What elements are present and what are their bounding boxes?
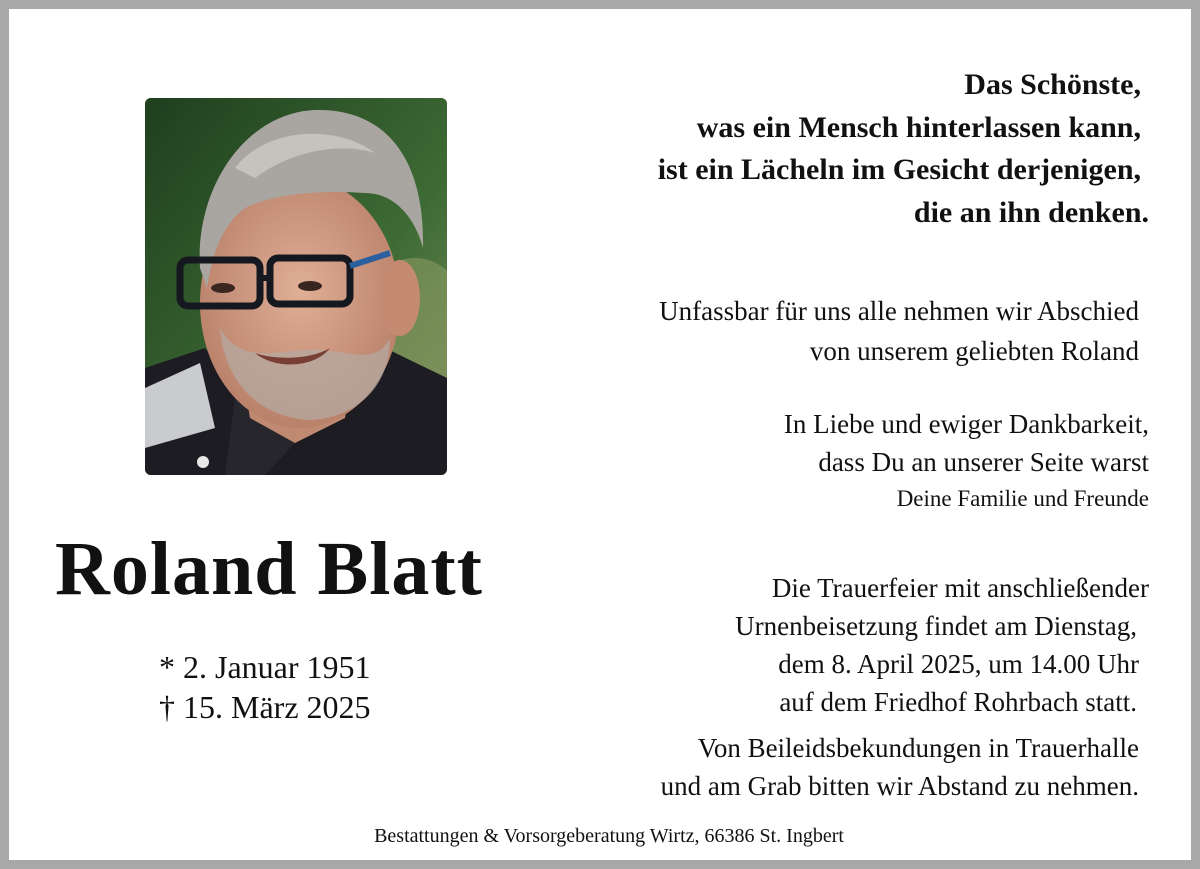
death-date: † 15. März 2025 bbox=[159, 689, 371, 725]
condolence-text bbox=[661, 729, 1139, 805]
ceremony-line: dem 8. April 2025, um 14.00 Uhr bbox=[778, 649, 1139, 679]
ceremony-line: auf dem Friedhof Rohrbach statt. bbox=[779, 687, 1137, 717]
love-line: In Liebe und ewiger Dankbarkeit, bbox=[783, 409, 1149, 439]
ceremony-line: Urnenbeisetzung findet am Dienstag, bbox=[735, 611, 1137, 641]
portrait-image bbox=[145, 98, 447, 475]
quote-line: die an ihn denken. bbox=[913, 195, 1149, 229]
memorial-quote bbox=[658, 64, 1149, 234]
condolence-line: Von Beileidsbekundungen in Trauerhalle bbox=[697, 733, 1139, 763]
portrait-photo bbox=[145, 98, 447, 475]
love-text bbox=[784, 405, 1149, 517]
life-dates bbox=[159, 647, 371, 727]
quote-line: ist ein Lächeln im Gesicht derjenigen, bbox=[657, 153, 1141, 186]
love-line: dass Du an unserer Seite warst bbox=[818, 447, 1149, 477]
ceremony-text bbox=[735, 569, 1149, 721]
farewell-text bbox=[659, 291, 1139, 371]
quote-line: was ein Mensch hinterlassen kann, bbox=[696, 110, 1141, 144]
farewell-line: Unfassbar für uns alle nehmen wir Abschied bbox=[659, 296, 1139, 326]
farewell-line: von unserem geliebten Roland bbox=[809, 336, 1139, 366]
funeral-home-footer: Bestattungen & Vorsorgeberatung Wirtz, 66386 St. Ingbert bbox=[374, 825, 844, 847]
quote-line: Das Schönste, bbox=[964, 68, 1141, 101]
birth-date: * 2. Januar 1951 bbox=[159, 649, 371, 685]
ceremony-line: Die Trauerfeier mit anschließender bbox=[771, 573, 1149, 603]
signature: Deine Familie und Freunde bbox=[896, 486, 1149, 511]
condolence-line: und am Grab bitten wir Abstand zu nehmen. bbox=[660, 771, 1139, 801]
deceased-name: Roland Blatt bbox=[55, 527, 483, 611]
